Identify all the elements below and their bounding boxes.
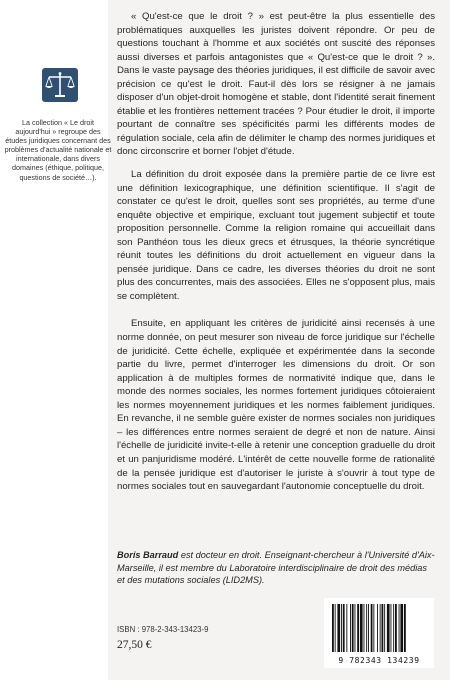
paragraph-scale: Ensuite, en appliquant les critères de juridicité ainsi recensés à une norme donnée, on peut mesurer son niveau de force juridique sur l'échelle de juridicité. Cette échelle, expliquée et expérimentée dans la seconde partie du livre, permet d'interroger les dimensions du droit. Or son application à de multiples formes de normativité indique que, dans le monde des normes sociales, les normes fortement juridiques côtoieraient les normes moyennement juridiques et les normes faiblement juridiques. En revanche, il ne semble guère exister de normes sociales non juridiques – les différences entre normes seraient de degré et non de nature. Ainsi l'échelle de juridicité invite-t-elle à retenir une conception graduelle du droit et un panjuridisme modéré. L'intérêt de cette nouvelle forme de rationalité de la pensée juridique est d'autoriser le juriste à s'ouvrir à tout type de normes sociales tout en sauvegardant l'autonomie conceptuelle du droit. xyxy=(117,318,435,493)
barcode-number: 9 782343 134239 xyxy=(338,656,420,665)
author-bio xyxy=(117,549,435,587)
price: 27,50 € xyxy=(117,639,152,651)
author-name: Boris Barraud xyxy=(117,550,179,560)
back-cover-text xyxy=(117,10,435,503)
scales-of-justice-icon xyxy=(42,68,78,102)
barcode xyxy=(324,598,434,668)
paragraph-intro: « Qu'est-ce que le droit ? » est peut-être la plus essentielle des problématiques auxquelles les juristes doivent répondre. Or peu de questions touchant à l'homme et aux sociétés ont suscité des réponses aussi diverses et parfois antagonistes que « Qu'est-ce que le droit ? ». Dans le vaste paysage des théories juridiques, il est difficile de savoir avec précision ce qu'est le droit. Faut-il dès lors se résigner à ne jamais disposer d'un objet-droit homogène et stable, dont l'identité serait finement établie et les frontières nettement tracées ? Pour étudier le droit, il importe pourtant de connaître ses spécificités parmi les différents modes de régulation sociale, cela afin de délimiter le champ des normes juridiques et donc circonscrire et borner l'objet d'étude. xyxy=(117,11,435,158)
paragraph-definition: La définition du droit exposée dans la première partie de ce livre est une définition lexicographique, une définition scientifique. Il s'agit de constater ce qu'est le droit, quelles sont ses propriétés, au terme d'une enquête objective et empirique, excluant tout jugement subjectif et toute proposition personnelle. Comme la religion romaine qui accueillait dans son Panthéon tous les dieux grecs et étrusques, la théorie syncrétique réunit toutes les définitions du droit actuellement en vigueur dans la pensée juridique. Dans ce cadre, les diverses théories du droit ne sont plus des concurrentes, mais des associées. Elles ne s'opposent plus, mais se complètent. xyxy=(117,169,435,302)
author-bio-text: est docteur en droit. Enseignant-chercheur à l'Université d'Aix-Marseille, il est membre du Laboratoire interdisciplinaire de droit des médias et des mutations sociales (LID2MS). xyxy=(117,550,435,586)
sidebar-panel xyxy=(0,0,112,680)
isbn: ISBN : 978-2-343-13423-9 xyxy=(117,625,209,634)
collection-description: La collection « Le droit aujourd'hui » regroupe des études juridiques concernant des problèmes d'actualité nationale et internationale, dans divers domaines (éthique, politique, questions de société…). xyxy=(4,118,112,182)
